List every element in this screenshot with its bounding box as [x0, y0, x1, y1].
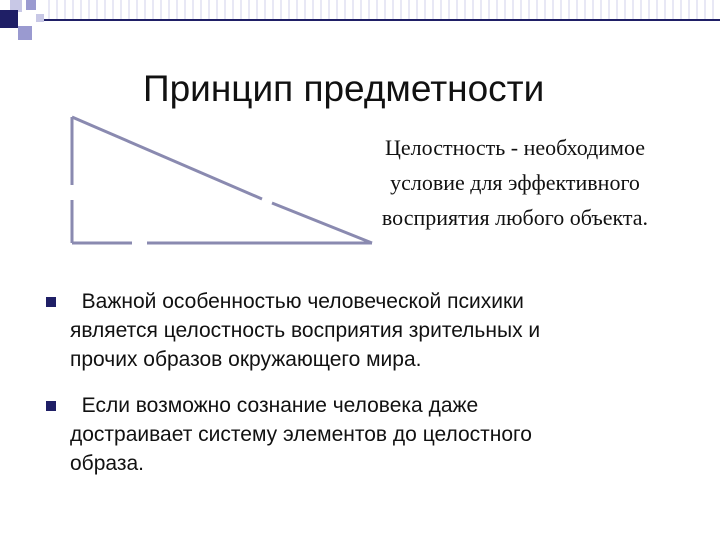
- triangle-hypotenuse-segment-upper: [72, 117, 262, 199]
- quote-line: условие для эффективного: [390, 170, 640, 195]
- bullet-item: [70, 391, 700, 478]
- slide-title: Принцип предметности: [143, 68, 545, 109]
- bullet-square-icon: [46, 401, 56, 411]
- bullet-line: Важной особенностью человеческой психики: [70, 290, 524, 313]
- bullet-square-icon: [46, 297, 56, 307]
- quote-line: восприятия любого объекта.: [381, 205, 649, 230]
- bullet-line: достраивает систему элементов до целостного: [70, 423, 532, 446]
- bullet-line: образа.: [70, 452, 144, 475]
- bullet-item: [70, 287, 700, 374]
- bullet-line: прочих образов окружающего мира.: [70, 348, 422, 371]
- bullet-line: Если возможно сознание человека даже: [70, 394, 479, 417]
- quote-line: Целостность - необходимое: [385, 135, 645, 160]
- bullet-line: является целостность восприятия зрительных и: [70, 319, 541, 342]
- quote-text: [330, 130, 700, 235]
